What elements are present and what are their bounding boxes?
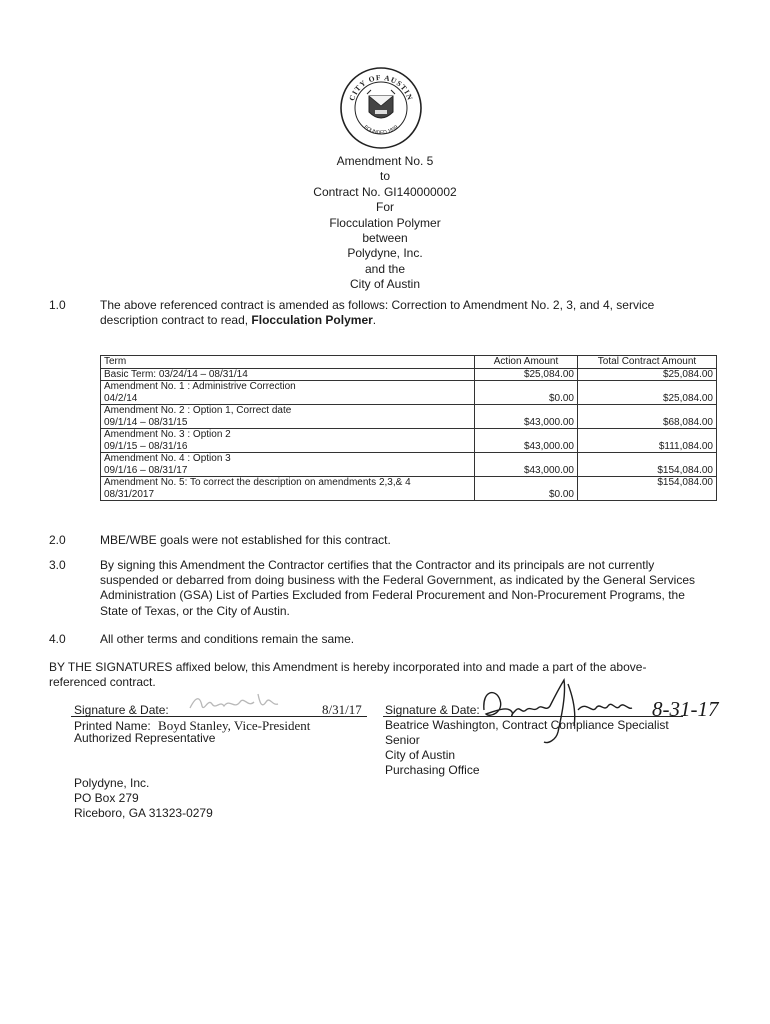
address-line: Polydyne, Inc. — [74, 776, 150, 790]
svg-text:CITY OF AUSTIN: CITY OF AUSTIN — [347, 72, 415, 102]
section-3-number: 3.0 — [49, 558, 66, 572]
total-cell: $154,084.00 — [578, 453, 717, 477]
detail-line: City of Austin — [385, 748, 456, 763]
city-of-austin-seal — [339, 66, 423, 150]
term-cell — [101, 405, 475, 429]
total-cell: $25,084.00 — [578, 368, 717, 381]
section-1-number: 1.0 — [49, 298, 66, 312]
amendment-header — [0, 154, 770, 293]
total-cell: $154,084.00 — [578, 477, 717, 501]
section-4-text: All other terms and conditions remain the same. — [100, 632, 355, 646]
section-1-text — [100, 298, 705, 328]
section-3-text: By signing this Amendment the Contractor certifies that the Contractor and its principals are not currently suspended or debarred from doing business with the Federal Government, as indicated by the General Services Administration (GSA) List of Parties Excluded from Federal Procurement and Non-Procurement Programs, the State of Texas, or the City of Austin. — [100, 558, 695, 618]
action-cell: $43,000.00 — [475, 405, 578, 429]
header-line: to — [379, 169, 390, 184]
signatures-intro: BY THE SIGNATURES affixed below, this Amendment is hereby incorporated into and made a part of the above-referenced contract. — [49, 660, 647, 690]
left-signature-date: 8/31/17 — [322, 702, 362, 717]
term-date: 04/2/14 — [104, 392, 138, 404]
header-line: City of Austin — [349, 277, 421, 292]
term-line: Amendment No. 2 : Option 1, Correct date — [104, 405, 292, 416]
term-cell — [101, 368, 475, 381]
right-name-line: Beatrice Washington, Contract Compliance Specialist — [385, 718, 669, 732]
printed-name-label: Printed Name: — [74, 719, 151, 733]
table-row — [101, 477, 717, 501]
left-title: Authorized Representative — [74, 731, 216, 745]
right-signature-date: 8-31-17 — [652, 697, 719, 721]
table-row — [101, 368, 717, 381]
detail-line: Senior — [385, 733, 420, 747]
term-date: 09/1/14 – 08/31/15 — [104, 416, 188, 428]
address-line: Riceboro, GA 31323-0279 — [74, 806, 213, 821]
left-signature-scribble — [186, 690, 286, 716]
section-2-number: 2.0 — [49, 533, 66, 547]
table-header-action: Action Amount — [475, 356, 578, 369]
term-cell — [101, 381, 475, 405]
detail-line: Purchasing Office — [385, 763, 480, 778]
header-line: For — [376, 200, 394, 215]
action-cell: $43,000.00 — [475, 453, 578, 477]
term-line: Amendment No. 1 : Administrive Correction — [104, 381, 296, 392]
total-cell: $25,084.00 — [578, 381, 717, 405]
term-cell — [101, 477, 475, 501]
section-1-bold: Flocculation Polymer — [251, 313, 373, 328]
action-cell: $0.00 — [475, 381, 578, 405]
svg-text:FOUNDED 1839: FOUNDED 1839 — [362, 124, 400, 137]
term-date: 08/31/2017 — [104, 488, 155, 500]
total-cell: $68,084.00 — [578, 405, 717, 429]
term-line: Amendment No. 3 : Option 2 — [104, 429, 231, 440]
right-signature-label: Signature & Date: — [385, 703, 480, 717]
term-date: 09/1/15 – 08/31/16 — [104, 440, 188, 452]
term-line: Amendment No. 4 : Option 3 — [104, 453, 231, 464]
table-header-row — [101, 356, 717, 369]
action-cell: $25,084.00 — [475, 368, 578, 381]
section-2-text: MBE/WBE goals were not established for this contract. — [100, 533, 391, 547]
right-details — [385, 733, 685, 779]
table-row — [101, 405, 717, 429]
left-signature-line — [71, 716, 367, 717]
header-line: and the — [364, 261, 406, 276]
term-line: Amendment No. 5: To correct the description on amendments 2,3,& 4 — [104, 477, 411, 488]
term-line: Basic Term: 03/24/14 – 08/31/14 — [104, 368, 248, 380]
section-1-end: . — [372, 313, 377, 328]
term-cell — [101, 453, 475, 477]
left-address — [74, 776, 374, 822]
total-cell: $111,084.00 — [578, 429, 717, 453]
header-line: Polydyne, Inc. — [347, 246, 423, 261]
header-line: between — [362, 231, 408, 246]
table-row — [101, 381, 717, 405]
header-line: Contract No. GI140000002 — [313, 184, 457, 199]
table-row — [101, 429, 717, 453]
section-4-number: 4.0 — [49, 632, 66, 646]
address-line: PO Box 279 — [74, 791, 139, 806]
term-date: 09/1/16 – 08/31/17 — [104, 464, 188, 476]
header-line: Flocculation Polymer — [329, 215, 441, 230]
action-cell: $43,000.00 — [475, 429, 578, 453]
printed-name-value: Boyd Stanley, Vice-President — [158, 718, 311, 733]
section-1-body: The above referenced contract is amended as follows: Correction to Amendment No. 2, 3, and 4, service description contract to read, — [100, 298, 655, 328]
table-header-term: Term — [101, 356, 475, 369]
term-cell — [101, 429, 475, 453]
contract-amount-table — [100, 355, 717, 501]
table-header-total: Total Contract Amount — [578, 356, 717, 369]
left-signature-label: Signature & Date: — [74, 703, 169, 717]
table-row — [101, 453, 717, 477]
action-cell: $0.00 — [475, 477, 578, 501]
header-line: Amendment No. 5 — [336, 154, 434, 168]
